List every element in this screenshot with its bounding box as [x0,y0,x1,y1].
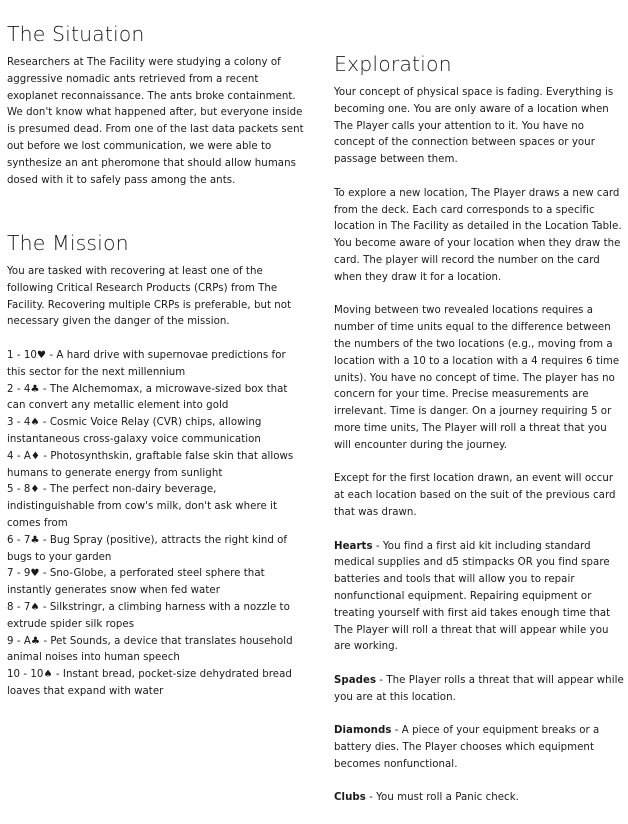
suit-hearts-label: Hearts [334,540,373,552]
crp-list-item: 10 - 10♠ - Instant bread, pocket-size dehydrated bread loaves that expand with water [7,669,292,697]
exploration-paragraph: Moving between two revealed locations requires a number of time units equal to the difference between the numbers of the two locations (e.g., moving from a location with a 10 to a location with a 4 requires 6 time units). You have no concept of time. The player has no concern for your time. Precise measurements are irrelevant. Time is danger. On a journey requiring 5 or more time units, The Player will roll a threat that you will encounter during the journey. [334,305,620,451]
exploration-paragraph: To explore a new location, The Player draws a new card from the deck. Each card corresponds to a specific location in The Facility as detailed in the Location Table. You become aware of your location when they draw the card. The player will record the number on the card when they draw it for a location. [334,187,622,283]
suit-spades-text: - The Player rolls a threat that will appear while you are at this location. [334,674,624,703]
crp-list-item: 8 - 7♠ - Silkstringr, a climbing harness with a nozzle to extrude spider silk ropes [7,601,290,630]
suit-spades-paragraph [334,673,626,707]
suit-diamonds-text: - A piece of your equipment breaks or a battery dies. The Player chooses which equipment becomes nonfunctional. [334,725,600,770]
suit-spades-label: Spades [334,674,377,686]
exploration-body [334,85,626,824]
suit-hearts-paragraph [334,539,626,657]
suit-hearts-text: - You find a first aid kit including standard medical supplies and d5 stimpacks OR you find spare batteries and tools that will allow you to repair nonfunctional equipment. Repairing equipment or treating yourself with first aid takes enough time that The Player will roll a threat that will appear while you are working. [334,540,611,653]
crp-list-item: 7 - 9♥ - Sno-Globe, a perforated steel sphere that instantly generates snow when fed water [7,568,265,597]
situation-paragraph: Researchers at The Facility were studying a colony of aggressive nomadic ants retrieved from a recent exoplanet reconnaissance. The ants broke containment. We don't know what happened after, but everyone inside is presumed dead. From one of the last data packets sent out before we lost communication, we were able to synthesize an ant pheromone that should allow humans dosed with it to safely pass among the ants. [7,57,304,186]
crp-list-item: 1 - 10♥ - A hard drive with supernovae predictions for this sector for the next millennium [7,350,286,378]
suit-clubs-text: - You must roll a Panic check. [365,792,519,804]
suit-diamonds-label: Diamonds [334,725,392,737]
exploration-paragraph: Except for the first location drawn, an event will occur at each location based on the suit of the previous card that was drawn. [334,473,616,518]
suit-clubs-paragraph [334,790,626,807]
crp-list-item: 4 - A♦ - Photosynthskin, graftable false skin that allows humans to generate energy from sunlight [7,450,294,479]
suit-diamonds-paragraph [334,723,626,773]
crp-list-item: 5 - 8♦ - The perfect non-dairy beverage, indistinguishable from cow's milk, don't ask where it comes from [7,484,278,529]
mission-heading: The Mission [7,231,129,255]
crp-list-item: 6 - 7♣ - Bug Spray (positive), attracts the right kind of bugs to your garden [7,534,288,563]
exploration-heading: Exploration [334,52,452,76]
crp-list [7,348,305,701]
exploration-paragraph: Your concept of physical space is fading. Everything is becoming one. You are only aware of a location when The Player calls your attention to it. You have no concept of the connection between spaces or your passage between them. [334,87,614,166]
mission-intro-paragraph: You are tasked with recovering at least one of the following Critical Research Products (CRPs) from The Facility. Recovering multiple CRPs is preferable, but not necessary given the danger of the mission. [7,266,292,328]
crp-list-item: 2 - 4♣ - The Alchemomax, a microwave-sized box that can convert any metallic element into gold [7,383,288,412]
suit-clubs-label: Clubs [334,792,366,804]
crp-list-item: 3 - 4♠ - Cosmic Voice Relay (CVR) chips, allowing instantaneous cross-galaxy voice communication [7,417,262,445]
situation-heading: The Situation [7,22,145,46]
crp-list-item: 9 - A♣ - Pet Sounds, a device that translates household animal noises into human speech [7,635,293,664]
